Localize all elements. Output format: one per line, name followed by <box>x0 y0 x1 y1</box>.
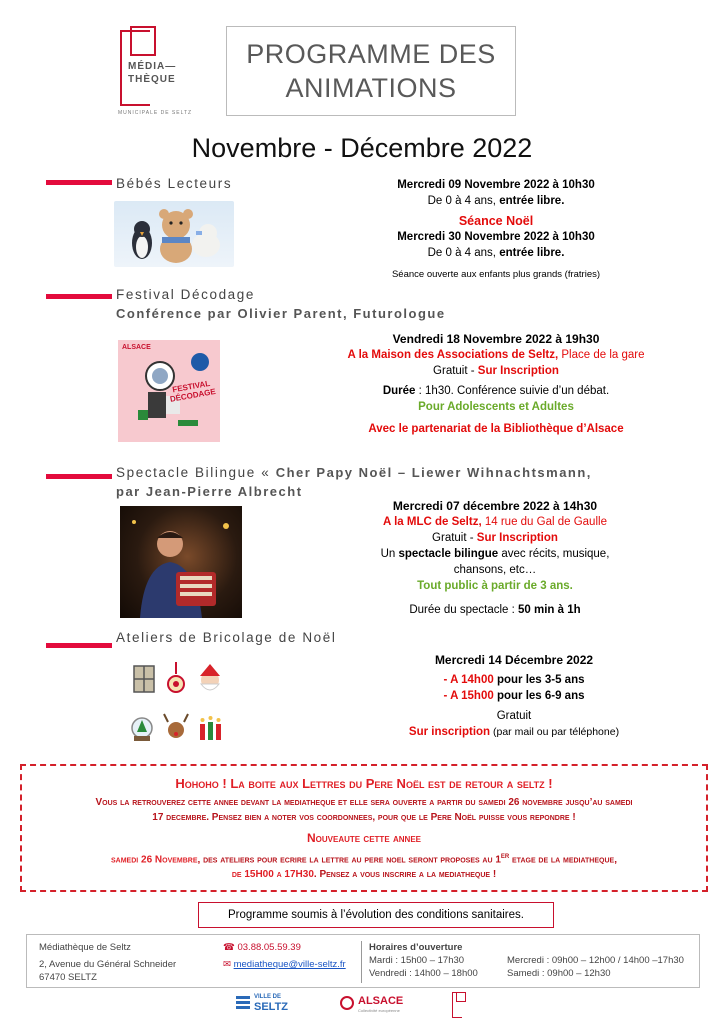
logo-text: MÉDIA— THÈQUE <box>128 61 177 85</box>
period-title: Novembre - Décembre 2022 <box>191 133 533 163</box>
section-title-ateliers: Ateliers de Bricolage de Noël <box>116 630 337 645</box>
logo-subtitle: MUNICIPALE DE SELTZ <box>118 110 193 116</box>
footer-hours-right: Mercredi : 09h00 – 12h00 / 14h00 –17h30 Samedi : 09h00 – 12h30 <box>507 955 684 979</box>
footer-address: Médiathèque de Seltz 2, Avenue du Général Schneider 67470 SELTZ <box>39 942 177 983</box>
ateliers-info: Mercredi 14 Décembre 2022 - A 14h00 pour les 3-5 ans - A 15h00 pour les 6-9 ans Gratuit Sur inscription (par mail ou par téléphone) <box>408 653 620 738</box>
phone-icon: ☎ <box>223 942 235 953</box>
bebes-info: Mercredi 09 Novembre 2022 à 10h30 De 0 à 4 ans, entrée libre. Séance Noël Mercredi 30 Novembre 2022 à 10h30 De 0 à 4 ans, entrée libre. Séance ouverte aux enfants plus grands (fratries) <box>366 177 626 283</box>
accordion-player-icon <box>120 506 242 618</box>
alsace-emblem-icon <box>340 996 354 1010</box>
poster-title: FESTIVAL DÉCODAGE <box>169 378 217 404</box>
christmas-crafts-icons <box>130 662 230 746</box>
waves-icon <box>236 996 250 1010</box>
seance-noel: Séance Noël <box>458 214 534 228</box>
page-title: PROGRAMME DES ANIMATIONS <box>226 26 516 116</box>
festival-info: Vendredi 18 Novembre 2022 à 19h30 A la Maison des Associations de Seltz, Place de la gare Gratuit - Sur Inscription Durée : 1h30. Conférence suivie d’un débat. Pour Adolescents et Adultes Avec le partenariat de la Bibliothèque d’Alsace <box>347 332 645 435</box>
bebes-illustration <box>114 201 234 267</box>
sanitary-notice: Programme soumis à l’évolution des conditions sanitaires. <box>198 902 554 928</box>
christmas-icons <box>130 662 230 746</box>
footer-contact <box>26 934 700 988</box>
noel-nouveaute: Nouveaute cette annee <box>306 831 421 845</box>
mediatheque-small-logo <box>452 992 472 1020</box>
alsace-logo: ALSACE Collectivité européenne <box>340 992 410 1018</box>
festival-poster <box>118 340 220 442</box>
mediatheque-logo <box>118 26 193 118</box>
pere-noel-mailbox-box: Hohoho ! La boite aux Lettres du Pere Noël est de retour a seltz ! Vous la retrouverez cette annee devant la mediatheque et elle sera ouverte a partir du samedi 26 novembre jusqu’au samedi 17 decembre. Pensez bien a noter vos coordonnees, pour que le Pere Noël puisse vous repondre ! Nouveaute cette annee samedi 26 Novembre, des ateliers pour ecrire la lettre au pere noel seront proposes au 1er etage de la mediatheque, de 15H00 a 17H30. Pensez a vous inscrire a la mediatheque ! <box>20 764 708 892</box>
section-bar <box>46 474 112 479</box>
spectacle-info: Mercredi 07 décembre 2022 à 14h30 A la MLC de Seltz, 14 rue du Gal de Gaulle Gratuit - Sur Inscription Un spectacle bilingue avec récits, musique, chansons, etc… Tout public à partir de 3 ans. Durée du spectacle : 50 min à 1h <box>380 499 610 616</box>
section-subtitle-festival: Conférence par Olivier Parent, Futurologue <box>116 306 446 321</box>
spectacle-photo <box>120 506 242 618</box>
logo-frame-square <box>130 26 156 56</box>
section-bar <box>46 294 112 299</box>
footer-divider <box>361 941 362 983</box>
section-bar <box>46 643 112 648</box>
section-subtitle-spectacle: par Jean-Pierre Albrecht <box>116 484 303 499</box>
noel-title: Hohoho ! La boite aux Lettres du Pere Noël est de retour a seltz ! <box>175 776 553 791</box>
mail-icon: ✉ <box>223 959 231 970</box>
section-title-festival: Festival Décodage <box>116 287 256 302</box>
section-title-bebes: Bébés Lecteurs <box>116 176 233 191</box>
footer-hours-left: Horaires d’ouverture Mardi : 15h00 – 17h30 Vendredi : 14h00 – 18h00 <box>369 942 478 979</box>
section-title-spectacle: Spectacle Bilingue « Cher Papy Noël – Liewer Wihnachtsmann, <box>116 465 592 480</box>
poster-brand: ALSACE <box>122 344 151 351</box>
email-link[interactable]: mediatheque@ville-seltz.fr <box>233 959 346 970</box>
footer-contact-info: ☎ 03.88.05.59.39 ✉ mediatheque@ville-seltz.fr <box>223 942 346 970</box>
section-bar <box>46 180 112 185</box>
plush-toys-icon <box>114 201 234 267</box>
ville-seltz-logo: VILLE DE SELTZ <box>236 992 300 1018</box>
